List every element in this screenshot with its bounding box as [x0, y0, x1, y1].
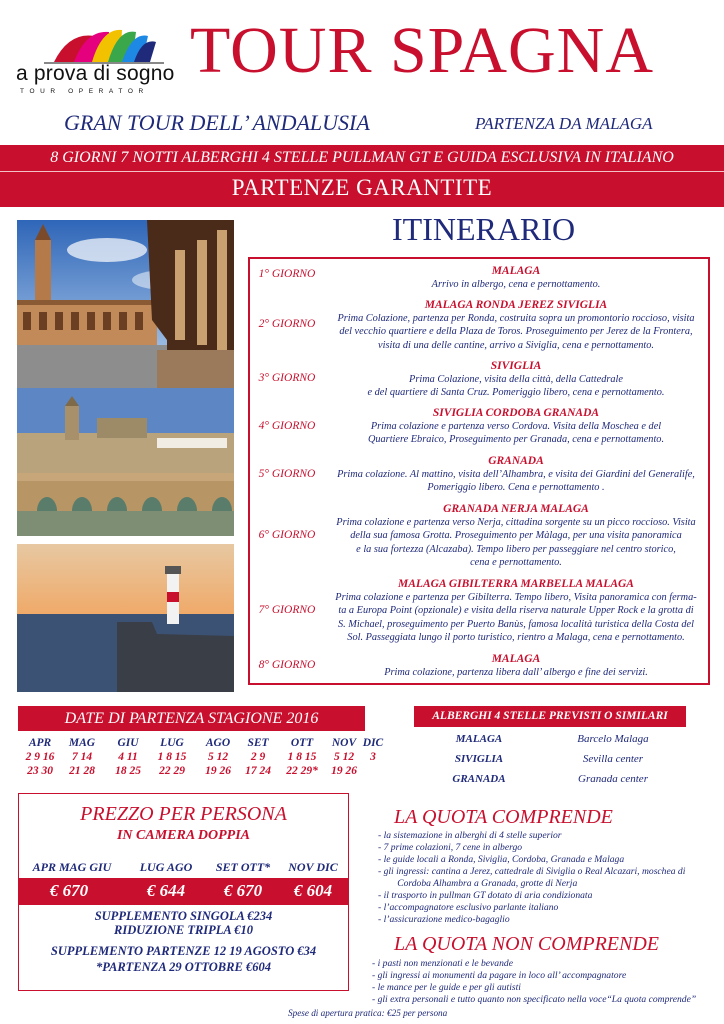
day-label: 1° GIORNO — [258, 268, 316, 280]
day-label: 2° GIORNO — [258, 318, 316, 330]
month-name: GIU — [117, 737, 139, 749]
day-block — [326, 652, 706, 679]
includes-item: - gli ingressi: cantina a Jerez, cattedrale di Siviglia o Real Alcazari, moschea di — [378, 866, 686, 877]
excludes-item: - i pasti non menzionati e le bevande — [372, 958, 513, 969]
day-title: GRANADA NERJA MALAGA — [443, 503, 589, 515]
day-label: 4° GIORNO — [258, 420, 316, 432]
day-desc-line: e la sua fortezza (Alcazaba). Tempo libero per passeggiare nel centro storico, — [356, 543, 676, 555]
day-block — [326, 406, 706, 447]
opening-fee: Spese di apertura pratica: €25 per persona — [288, 1008, 448, 1018]
price-period: APR MAG GIU — [32, 860, 112, 874]
excludes-item: - gli extra personali e tutto quanto non specificato nella voce“La quota comprende” — [372, 994, 697, 1005]
price-value: € 644 — [146, 881, 186, 900]
month-name: APR — [28, 737, 52, 749]
month-name: MAG — [68, 737, 96, 749]
excludes-title: LA QUOTA NON COMPRENDE — [394, 933, 660, 955]
hotel-name: Sevilla center — [582, 753, 644, 765]
includes-title: LA QUOTA COMPRENDE — [394, 806, 613, 828]
day-desc-line: Prima Colazione, partenza per Ronda, costruita sopra un promontorio roccioso, visita — [337, 313, 695, 324]
month-dates: 7 14 — [71, 751, 93, 763]
month-dates: 3 — [370, 751, 376, 763]
price-note: *PARTENZA 29 OTTOBRE €604 — [96, 960, 271, 974]
includes-item: - l’accompagnatore esclusivo parlante italiano — [378, 902, 559, 913]
includes-list — [378, 830, 708, 926]
day-title: MALAGA — [491, 653, 541, 665]
month-dates: 1 8 15 — [157, 751, 187, 763]
price-note: SUPPLEMENTO SINGOLA €234 — [94, 909, 273, 923]
month-dates: 22 29 — [159, 765, 185, 777]
price-period: LUG AGO — [139, 860, 193, 874]
departure-label: PARTENZA DA MALAGA — [475, 114, 653, 133]
banner-features: 8 GIORNI 7 NOTTI ALBERGHI 4 STELLE PULLMAN GT E GUIDA ESCLUSIVA IN ITALIANO — [50, 149, 674, 166]
day-desc-line: Pomeriggio libero. Cena e pernottamento . — [427, 482, 605, 494]
month-dates: 19 26 — [331, 765, 357, 777]
includes-item: - il trasporto in pullman GT dotato di aria condizionata — [378, 890, 593, 901]
month-dates: 1 8 15 — [287, 751, 317, 763]
price-period: SET OTT* — [215, 860, 271, 874]
day-desc-line: del vecchio quartiere e della Plaza de Toros. Proseguimento per Jerez de la Frontera, — [339, 326, 693, 338]
brand-tagline: TOUR OPERATOR — [20, 88, 149, 95]
day-title: SIVIGLIA CORDOBA GRANADA — [432, 407, 600, 419]
includes-item: - l’assicurazione medico-bagaglio — [378, 914, 510, 925]
day-desc-line: Prima colazione e partenza verso Nerja, cittadina sorgente su un picco roccioso. Visita — [336, 517, 696, 528]
price-value: € 604 — [293, 881, 333, 900]
excludes-item: - gli ingressi ai monumenti da pagare in loco all’ accompagnatore — [372, 970, 627, 981]
hotel-name: Barcelo Malaga — [577, 733, 649, 745]
day-desc-line: Prima colazione. Al mattino, visita dell’Alhambra, e visita dei Giardini del Generalife, — [337, 469, 695, 480]
price-title: PREZZO PER PERSONA — [80, 803, 287, 825]
hotel-city: MALAGA — [455, 733, 503, 745]
price-subtitle: IN CAMERA DOPPIA — [116, 828, 251, 843]
day-desc-line: visita di una delle cantine, arrivo a Siviglia, cena e pernottamento. — [378, 339, 654, 351]
day-desc-line: Sol. Passeggiata lungo il porto turistico, rientro a Malaga, cena e pernottamento. — [347, 632, 685, 644]
day-desc-line: ta a Europa Point (opzionale) e visita della riserva naturale Upper Rock e la grotta di — [338, 605, 694, 617]
day-block — [326, 454, 706, 495]
includes-item: - 7 prime colazioni, 7 cene in albergo — [378, 842, 523, 853]
month-dates: 4 11 — [118, 751, 138, 763]
includes-item: - la sistemazione in alberghi di 4 stelle superior — [378, 830, 562, 841]
day-desc-line: Prima Colazione, visita della città, della Cattedrale — [409, 374, 623, 385]
price-value: € 670 — [49, 881, 89, 900]
day-desc-line: Prima colazione e partenza verso Cordova. Visita della Moschea e del — [370, 421, 662, 432]
month-column — [105, 736, 151, 778]
day-desc-line: Quartiere Ebraico, Proseguimento per Granada, cena e pernottamento. — [367, 434, 665, 446]
day-block — [326, 264, 706, 291]
photo-cordoba-bridge — [17, 388, 234, 536]
day-title: MALAGA RONDA JEREZ SIVIGLIA — [424, 299, 608, 311]
hotel-city: SIVIGLIA — [454, 753, 504, 765]
month-column — [279, 736, 325, 778]
hotel-city: GRANADA — [452, 773, 506, 785]
price-note: RIDUZIONE TRIPLA €10 — [114, 923, 253, 937]
price-note: SUPPLEMENTO PARTENZE 12 19 AGOSTO €34 — [50, 944, 317, 958]
month-dates: 23 30 — [27, 765, 53, 777]
day-desc-line: e del quartiere di Santa Cruz. Pomeriggio libero, cena e pernottamento. — [367, 387, 665, 399]
month-dates: 22 29* — [286, 765, 318, 777]
month-dates: 5 12 — [207, 751, 229, 763]
day-block — [326, 577, 706, 645]
day-desc-line: S. Michael, proseguimento per Puerto Banùs, famosa località turistica della Costa del — [338, 618, 694, 630]
banner-divider — [0, 171, 724, 172]
month-name: AGO — [205, 737, 231, 749]
day-title: SIVIGLIA — [490, 360, 542, 372]
month-dates: 21 28 — [69, 765, 95, 777]
day-title: GRANADA — [488, 455, 544, 467]
photo-plaza-de-espana — [17, 220, 234, 388]
itinerary-title: ITINERARIO — [392, 211, 576, 247]
brand-name: a prova di sogno — [16, 62, 175, 85]
day-label: 3° GIORNO — [258, 372, 316, 384]
day-label: 6° GIORNO — [258, 529, 316, 541]
day-desc-line: Prima colazione, partenza libera dall’ albergo e fine dei servizi. — [384, 667, 648, 678]
month-column — [235, 736, 281, 778]
month-name: NOV — [331, 737, 357, 749]
month-dates: 2 9 — [250, 751, 266, 763]
day-desc-line: Arrivo in albergo, cena e pernottamento. — [431, 279, 601, 290]
day-desc-line: cena e pernottamento. — [470, 557, 562, 569]
month-column — [59, 736, 105, 778]
month-column — [356, 736, 390, 764]
day-label: 5° GIORNO — [258, 468, 316, 480]
price-period: NOV DIC — [288, 860, 338, 874]
month-name: DIC — [362, 737, 384, 749]
day-block — [326, 298, 706, 352]
month-column — [149, 736, 195, 778]
excludes-list — [372, 958, 712, 1006]
includes-item: Cordoba Alhambra a Granada, grotte di Nerja — [378, 878, 578, 889]
page-title: TOUR SPAGNA — [190, 14, 654, 87]
photo-gibraltar-lighthouse — [17, 544, 234, 692]
excludes-item: - le mance per le guide e per gli autisti — [372, 982, 521, 993]
day-label: 8° GIORNO — [258, 659, 316, 671]
month-column — [17, 736, 63, 778]
banner-guaranteed: PARTENZE GARANTITE — [231, 175, 493, 200]
includes-item: - le guide locali a Ronda, Siviglia, Cordoba, Granada e Malaga — [378, 854, 625, 865]
day-desc-line: della sua famosa Grotta. Proseguimento per Màlaga, per una visita panoramica — [350, 530, 682, 542]
dates-header: DATE DI PARTENZA STAGIONE 2016 — [18, 706, 365, 731]
month-dates: 5 12 — [333, 751, 355, 763]
month-dates: 19 26 — [205, 765, 231, 777]
day-desc-line: Prima colazione e partenza per Gibilterra. Tempo libero, Visita panoramica con ferma- — [335, 592, 697, 603]
day-block — [326, 359, 706, 400]
month-dates: 18 25 — [115, 765, 141, 777]
day-label: 7° GIORNO — [258, 604, 316, 616]
day-block — [326, 502, 706, 570]
day-title: MALAGA GIBILTERRA MARBELLA MALAGA — [398, 578, 634, 590]
hotel-name: Granada center — [578, 773, 648, 785]
month-name: OTT — [290, 737, 314, 749]
day-title: MALAGA — [491, 265, 541, 277]
page-subtitle: GRAN TOUR DELL’ ANDALUSIA — [64, 110, 370, 135]
hotels-header: ALBERGHI 4 STELLE PREVISTI O SIMILARI — [414, 706, 686, 727]
month-dates: 2 9 16 — [25, 751, 55, 763]
price-value: € 670 — [223, 881, 263, 900]
month-name: LUG — [160, 737, 184, 749]
month-dates: 17 24 — [245, 765, 271, 777]
month-name: SET — [247, 737, 269, 749]
